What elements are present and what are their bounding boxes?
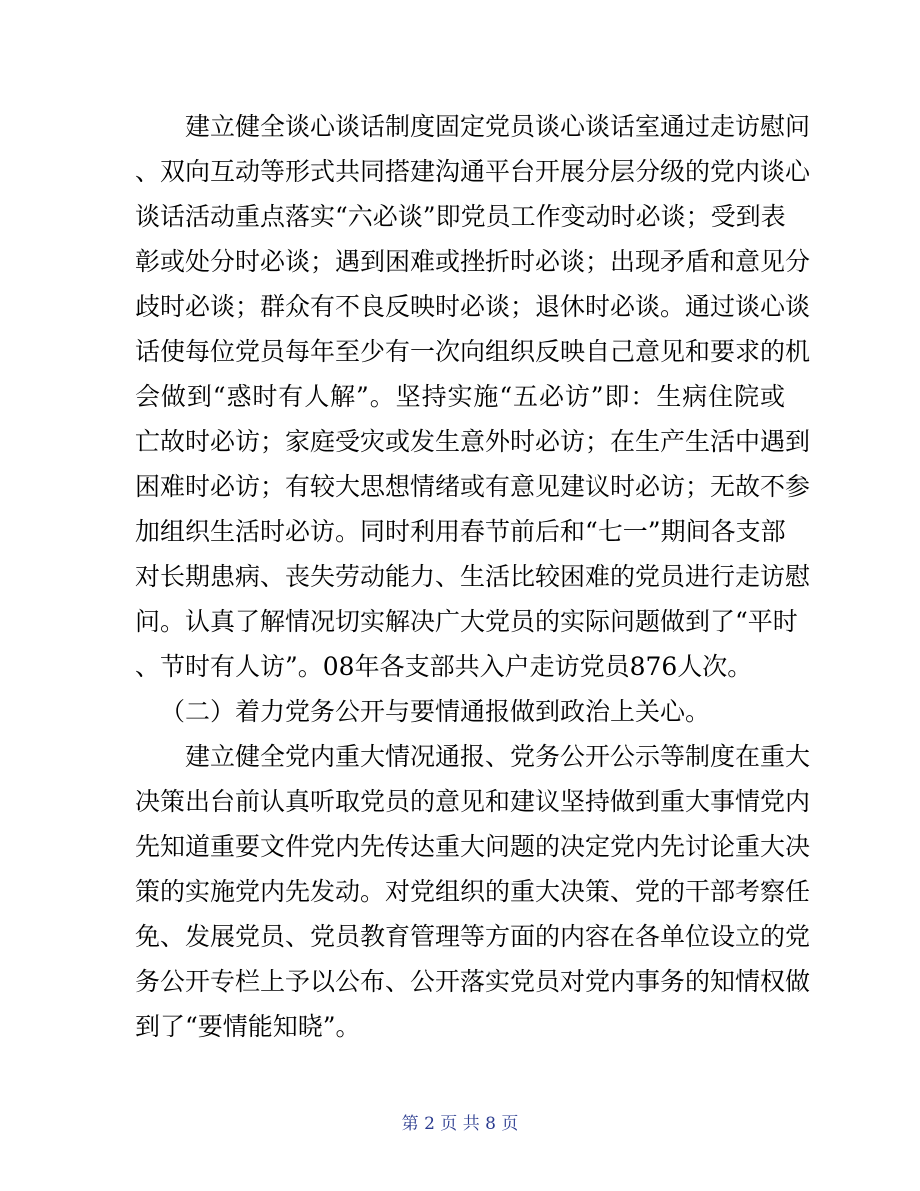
text-line: 歧时必谈；群众有不良反映时必谈；退休时必谈。通过谈心谈 [135,292,811,321]
text-line: 问。认真了解情况切实解决广大党员的实际问题做到了“平时 [135,607,798,636]
text-line: 加组织生活时必访。同时利用春节前后和“七一”期间各支部 [135,517,786,546]
text-line: 务公开专栏上予以公布、公开落实党员对党内事务的知情权做 [135,967,811,996]
text-line: 先知道重要文件党内先传达重大问题的决定党内先讨论重大决 [135,832,811,861]
text-line: 对长期患病、丧失劳动能力、生活比较困难的党员进行走访慰 [135,562,811,591]
text-line: 话使每位党员每年至少有一次向组织反映自己意见和要求的机 [135,337,811,366]
text-line: 建立健全党内重大情况通报、党务公开公示等制度在重大 [185,742,811,771]
text-line: 会做到“惑时有人解”。坚持实施“五必访”即：生病住院或 [135,382,785,411]
text-line: 到了“要情能知晓”。 [135,1012,361,1041]
text-line: 免、发展党员、党员教育管理等方面的内容在各单位设立的党 [135,922,811,951]
text-line: 策的实施党内先发动。对党组织的重大决策、党的干部考察任 [135,877,811,906]
text-line: 建立健全谈心谈话制度固定党员谈心谈话室通过走访慰问 [185,112,811,141]
text-line: 决策出台前认真听取党员的意见和建议坚持做到重大事情党内 [135,787,811,816]
text-line: 亡故时必访；家庭受灾或发生意外时必访；在生产生活中遇到 [135,427,811,456]
text-line: 、双向互动等形式共同搭建沟通平台开展分层分级的党内谈心 [135,157,811,186]
section-heading: （二）着力党务公开与要情通报做到政治上关心。 [160,697,711,726]
text-line: 彰或处分时必谈；遇到困难或挫折时必谈；出现矛盾和意见分 [135,247,811,276]
text-line: 困难时必访；有较大思想情绪或有意见建议时必访；无故不参 [135,472,811,501]
page-number-footer: 第 2 页 共 8 页 [401,1114,519,1134]
text-line: 谈话活动重点落实“六必谈”即党员工作变动时必谈；受到表 [135,202,786,231]
text-line: 、节时有人访”。08年各支部共入户走访党员876人次。 [135,652,753,681]
